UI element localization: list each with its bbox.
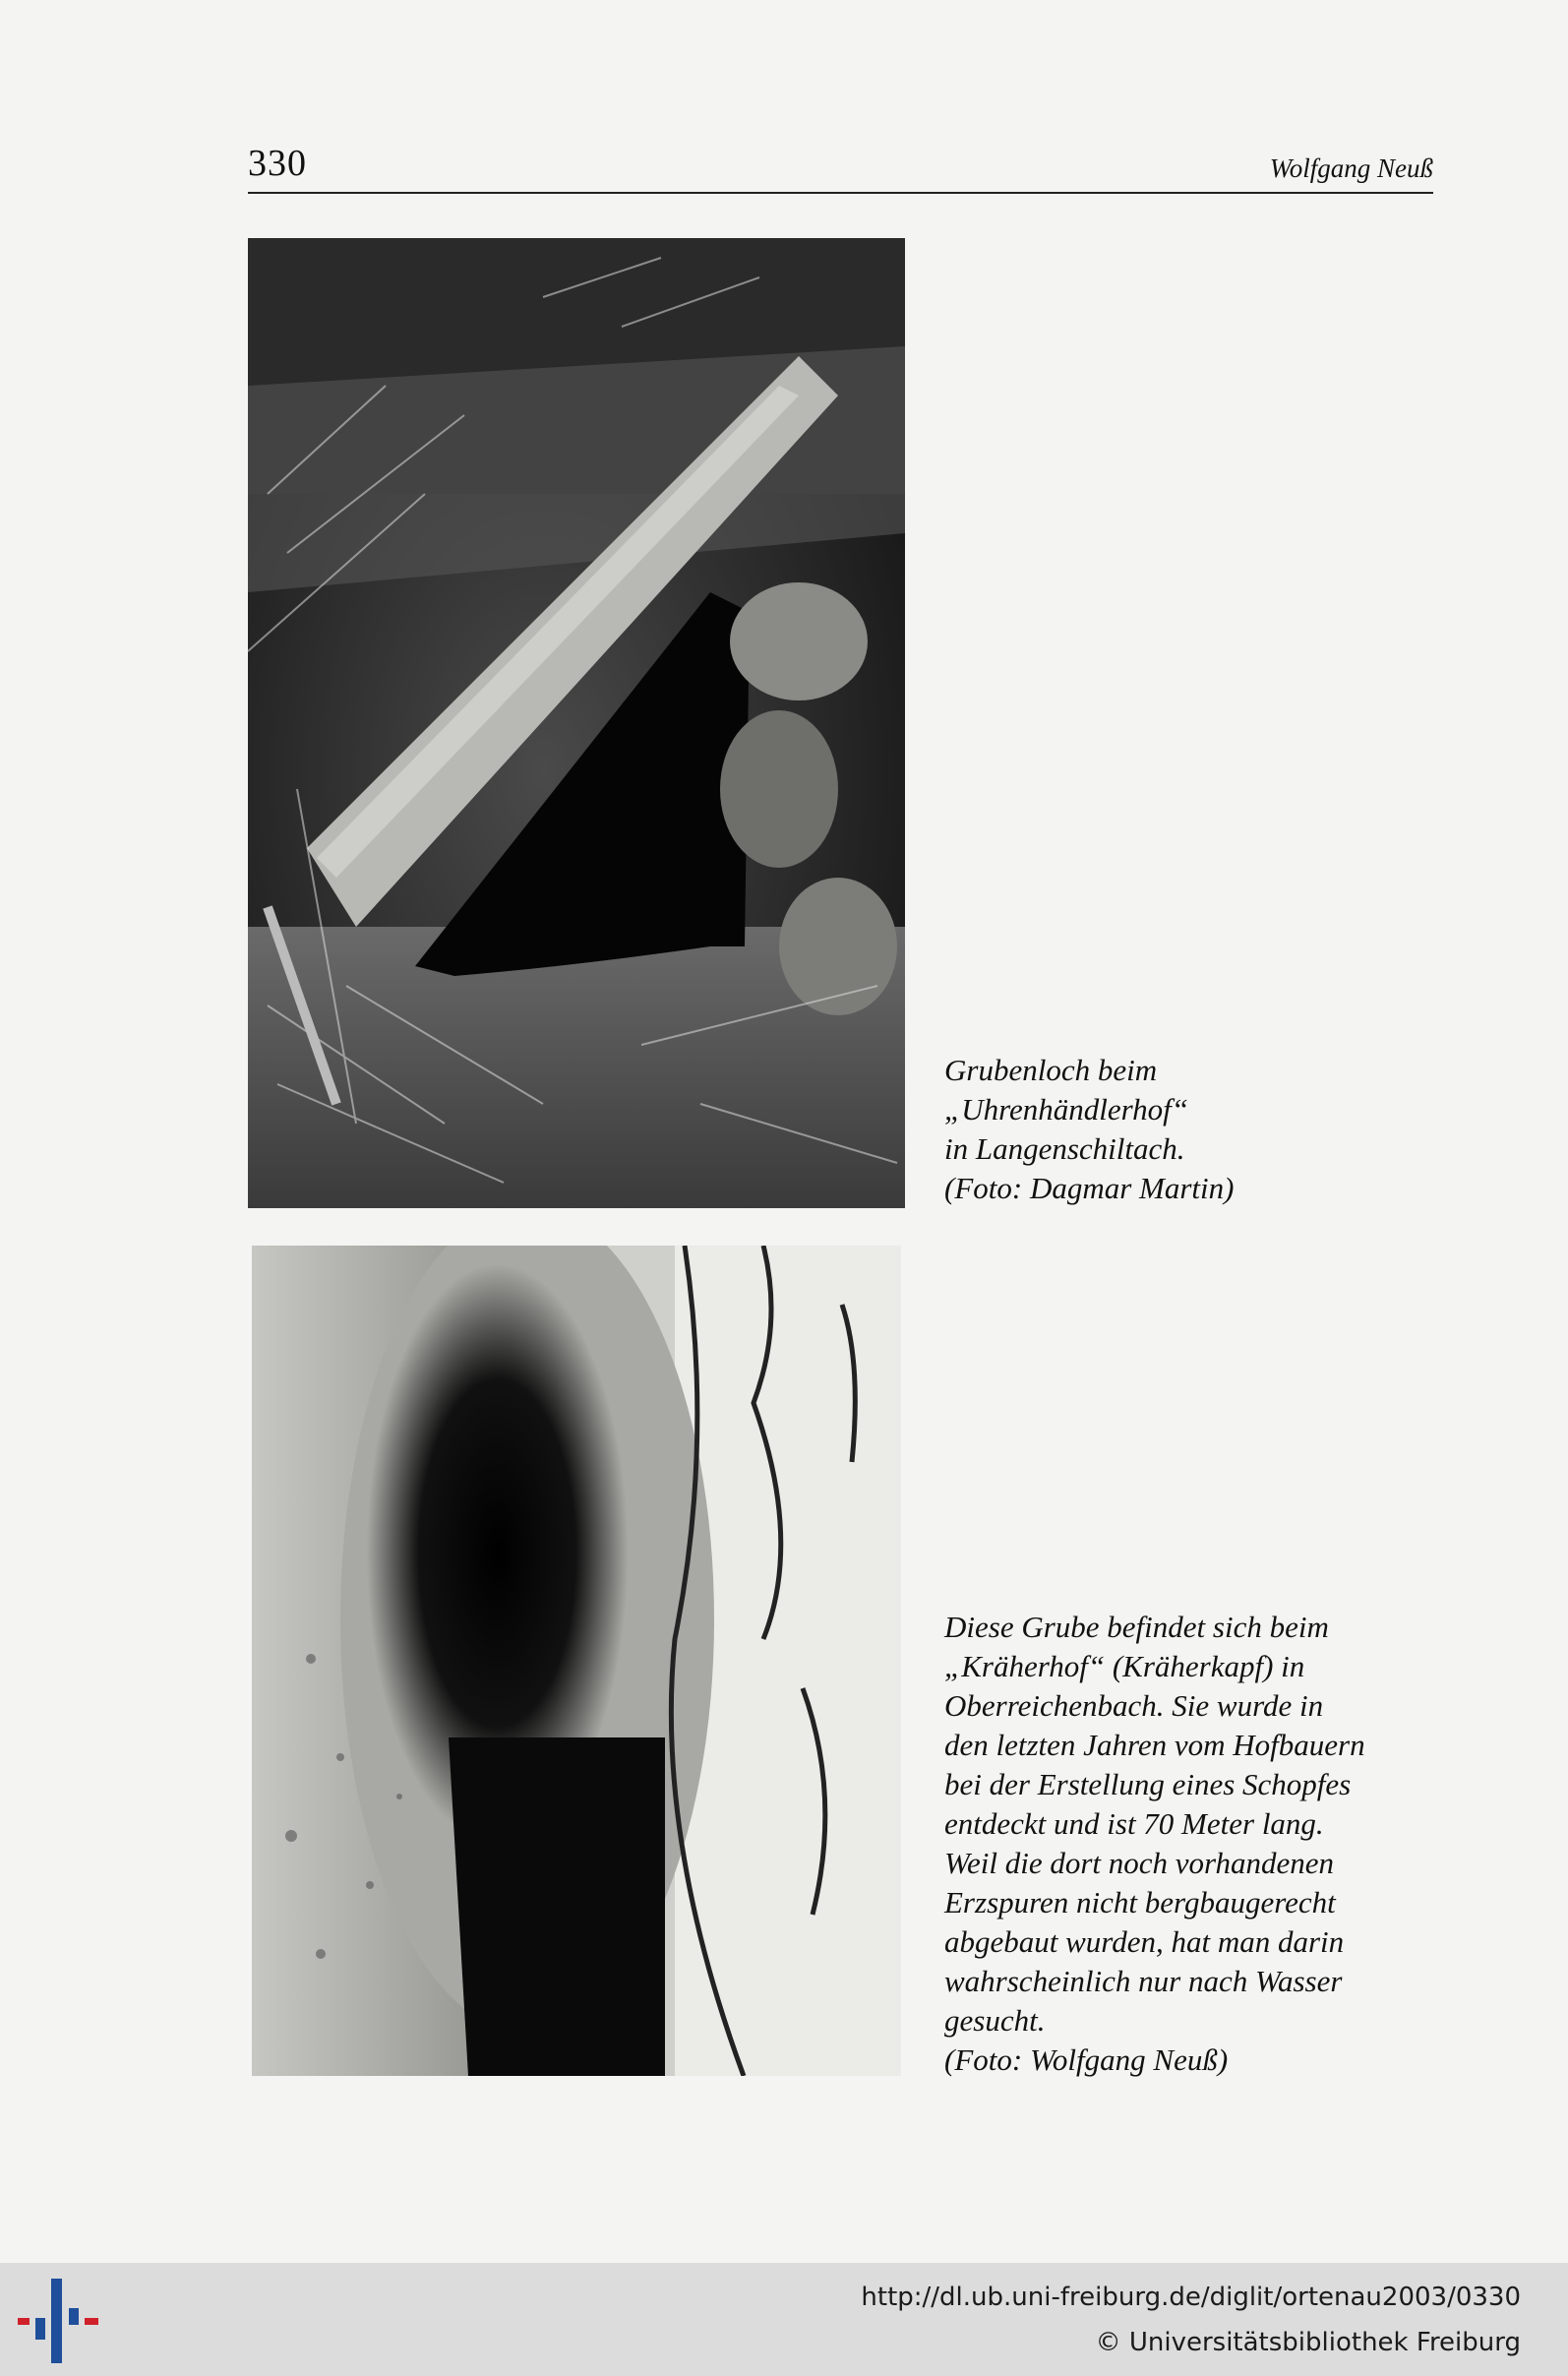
ub-freiburg-logo-icon <box>18 2279 100 2363</box>
caption-line: Grubenloch beim <box>944 1053 1158 1087</box>
caption-line: in Langenschiltach. <box>944 1131 1185 1166</box>
footer-copyright: © Universitätsbibliothek Freiburg <box>1095 2328 1521 2357</box>
caption-line: wahrscheinlich nur nach Wasser <box>944 1964 1343 1998</box>
cave-entrance-photo <box>248 238 905 1208</box>
caption-tunnel-interior <box>944 1608 1365 2080</box>
caption-line: den letzten Jahren vom Hofbauern <box>944 1728 1365 1762</box>
page-number: 330 <box>248 143 307 184</box>
caption-line: Diese Grube befindet sich beim <box>944 1610 1329 1644</box>
caption-line: bei der Erstellung eines Schopfes <box>944 1767 1352 1801</box>
caption-line: „Kräherhof“ (Kräherkapf) in <box>944 1649 1305 1683</box>
caption-line: Erzspuren nicht bergbaugerecht <box>944 1885 1336 1919</box>
caption-line: „Uhrenhändlerhof“ <box>944 1092 1189 1127</box>
caption-line: Weil die dort noch vorhandenen <box>944 1846 1335 1880</box>
caption-line: entdeckt und ist 70 Meter lang. <box>944 1806 1324 1841</box>
caption-cave-entrance <box>944 1051 1234 1208</box>
caption-line: Oberreichenbach. Sie wurde in <box>944 1688 1324 1723</box>
caption-line: (Foto: Dagmar Martin) <box>944 1171 1235 1205</box>
tunnel-interior-photo <box>252 1246 901 2076</box>
header-rule <box>248 192 1433 194</box>
caption-line: (Foto: Wolfgang Neuß) <box>944 2042 1229 2077</box>
footer-bar <box>0 2263 1568 2376</box>
caption-line: gesucht. <box>944 2003 1046 2038</box>
footer-url-link[interactable]: http://dl.ub.uni-freiburg.de/diglit/ortenau2003/0330 <box>861 2283 1521 2312</box>
caption-line: abgebaut wurden, hat man darin <box>944 1924 1345 1959</box>
running-head-author: Wolfgang Neuß <box>1269 153 1433 183</box>
